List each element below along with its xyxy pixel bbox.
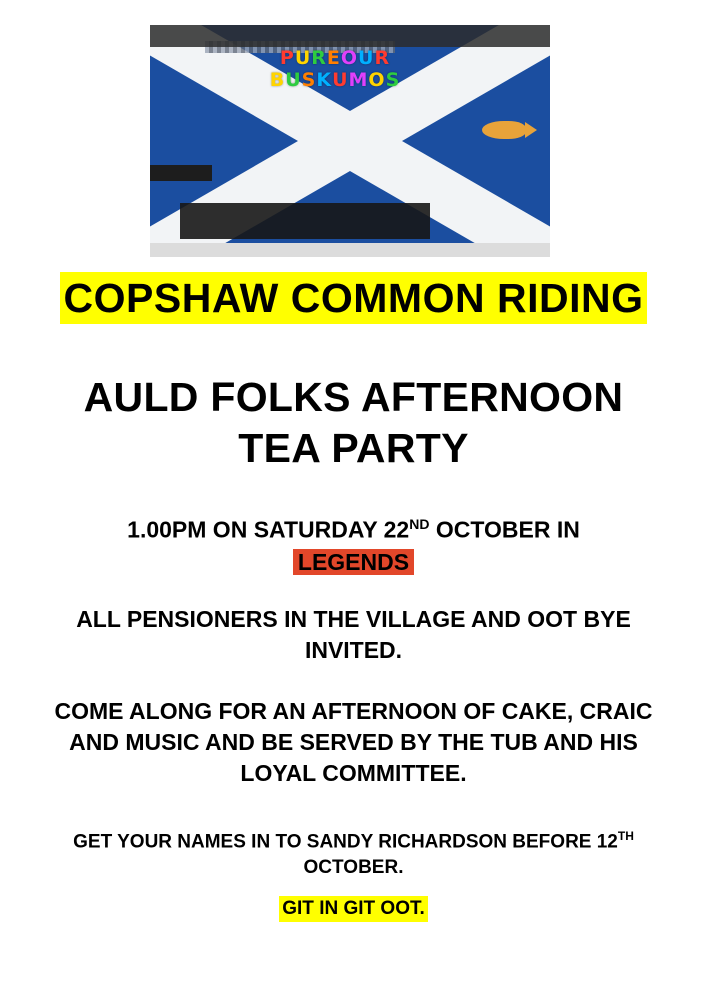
description-paragraph: COME ALONG FOR AN AFTERNOON OF CAKE, CRAIC AND MUSIC AND BE SERVED BY THE TUB AND HIS LOYAL COMMITTEE.	[54, 698, 653, 786]
fish-icon	[482, 121, 526, 139]
photo-bottom-edge	[150, 243, 550, 257]
flag-photo	[150, 25, 550, 257]
banner-letters: PUREOUR BUSKUMOS	[269, 47, 401, 91]
event-datetime	[40, 508, 667, 578]
event-datetime-suffix: OCTOBER IN	[429, 516, 580, 543]
photo-dark-patch	[150, 165, 212, 181]
poster-title	[46, 272, 661, 324]
poster-footer-text: GIT IN GIT OOT.	[279, 896, 428, 922]
invitation-paragraph: ALL PENSIONERS IN THE VILLAGE AND OOT BYE INVITED.	[76, 606, 631, 663]
event-venue: LEGENDS	[293, 549, 414, 575]
photo-dark-patch	[180, 203, 430, 239]
poster-headline: AULD FOLKS AFTERNOON TEA PARTY	[83, 374, 624, 471]
poster-footer	[40, 896, 667, 922]
rsvp-paragraph	[40, 823, 667, 881]
rsvp-suffix: OCTOBER.	[303, 857, 404, 879]
event-datetime-prefix: 1.00PM ON SATURDAY 22	[127, 516, 410, 543]
poster-title-text: COPSHAW COMMON RIDING	[60, 272, 648, 324]
event-date-ordinal: ND	[409, 516, 430, 532]
rsvp-prefix: GET YOUR NAMES IN TO SANDY RICHARDSON BEFORE 12	[73, 831, 618, 853]
saltire-flag-image	[150, 25, 550, 257]
photo-top-edge	[150, 25, 550, 47]
rsvp-date-ordinal: TH	[617, 829, 634, 843]
